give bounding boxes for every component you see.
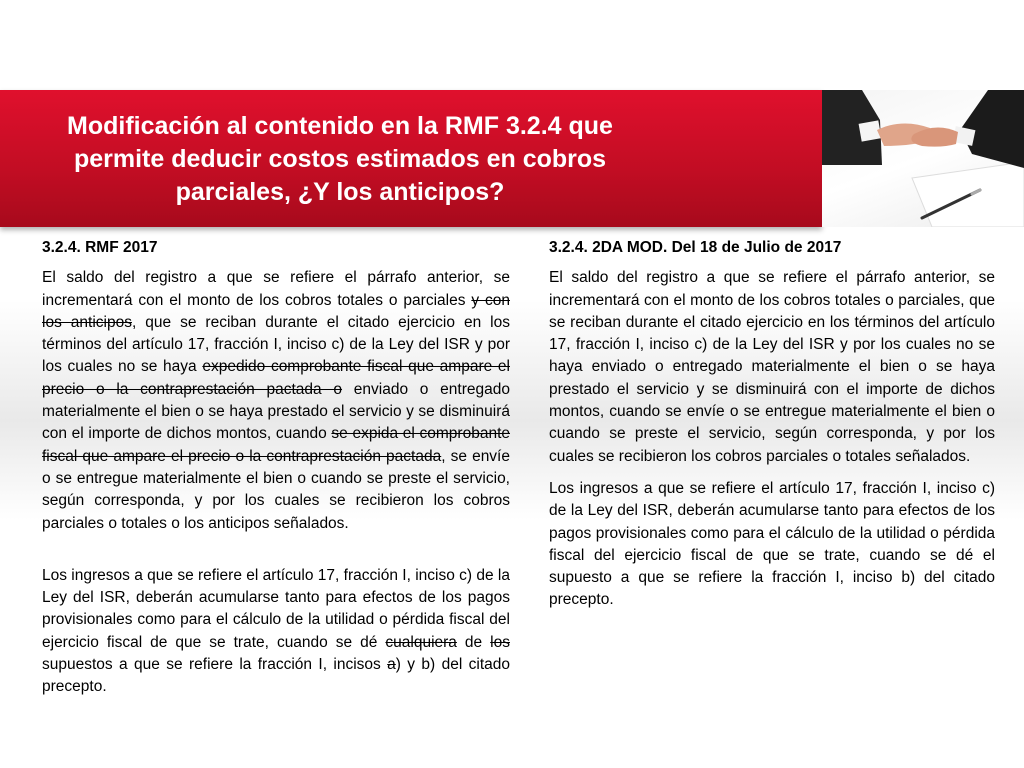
left-p1-text-4: , se envíe o se entregue materialmente el bien o cuando se preste el servicio, según corresponda, y por los cuales se recibieron los cobros parciales o totales o los anticipos señalados. bbox=[42, 447, 510, 532]
left-p1-struck-1: y con los anticipos bbox=[42, 291, 510, 331]
left-p2-text-3: supuestos a que se refiere la fracción I, incisos bbox=[42, 656, 388, 674]
left-p2-struck-2: los bbox=[490, 633, 510, 651]
left-column-heading: 3.2.4. RMF 2017 bbox=[42, 239, 158, 256]
left-p1-struck-2: expedido comprobante fiscal que ampare el precio o la contraprestación pactada o bbox=[42, 358, 510, 398]
left-p1-text-3: enviado o entregado materialmente el bien o se haya prestado el servicio y se disminuirá con el importe de dichos montos, cuando bbox=[42, 380, 510, 443]
left-column-rmf-2017 bbox=[42, 237, 510, 699]
right-paragraph-1: El saldo del registro a que se refiere el párrafo anterior, se incrementará con el monto de los cobros totales o parciales, que se reciban durante el citado ejercicio en los términos del artículo 17, fracción I, inciso c) de la Ley del ISR y por los cuales no se haya enviado o entregado materialmente el bien o se haya prestado el servicio y se disminuirá con el importe de dichos montos, cuando se envíe o se entregue materialmente el bien o cuando se preste el servicio, según corresponda, y por los cuales se recibieron los cobros parciales o totales señalados. bbox=[549, 269, 995, 465]
left-p2-text-4: ) y b) del citado precepto. bbox=[42, 656, 510, 696]
left-p1-text-2: , que se reciban durante el citado ejercicio en los términos del artículo 17, fracción I, inciso c) de la Ley del ISR y por los cuales no se haya bbox=[42, 313, 510, 376]
left-p1-struck-3: se expida el comprobante fiscal que ampare el precio o la contraprestación pactada bbox=[42, 425, 510, 465]
right-column-heading: 3.2.4. 2DA MOD. Del 18 de Julio de 2017 bbox=[549, 239, 842, 256]
left-p2-text-2: de bbox=[456, 633, 491, 651]
left-p2-struck-3: a bbox=[387, 656, 396, 674]
right-paragraph-2: Los ingresos a que se refiere el artículo 17, fracción I, inciso c) de la Ley del ISR, deberán acumularse tanto para efectos de los pagos provisionales como para el cálculo de la utilidad o pérdida fiscal del ejercicio fiscal de que se trate, cuando se dé el supuesto a que se refiere la fracción I, inciso b) del citado precepto. bbox=[549, 479, 995, 609]
left-p2-struck-1: cualquiera bbox=[385, 633, 457, 651]
left-p1-text-1: El saldo del registro a que se refiere el párrafo anterior, se incrementará con el monto de los cobros totales o parciales bbox=[42, 269, 510, 309]
left-p2-text-1: Los ingresos a que se refiere el artículo 17, fracción I, inciso c) de la Ley del ISR, deberán acumularse tanto para efectos de los pagos provisionales como para el cálculo de la utilidad o pérdida fiscal del ejercicio fiscal de que se trate, cuando se dé bbox=[42, 566, 510, 651]
right-column-2da-mod bbox=[549, 237, 995, 612]
handshake-photo bbox=[822, 90, 1024, 227]
slide-title: Modificación al contenido en la RMF 3.2.4 que permite deducir costos estimados en cobros parciales, ¿Y los anticipos? bbox=[67, 112, 613, 206]
right-suit-sleeve bbox=[960, 90, 1024, 168]
left-paragraph-2 bbox=[42, 565, 510, 699]
handshake-illustration bbox=[822, 90, 1024, 227]
left-paragraph-1 bbox=[42, 267, 510, 535]
